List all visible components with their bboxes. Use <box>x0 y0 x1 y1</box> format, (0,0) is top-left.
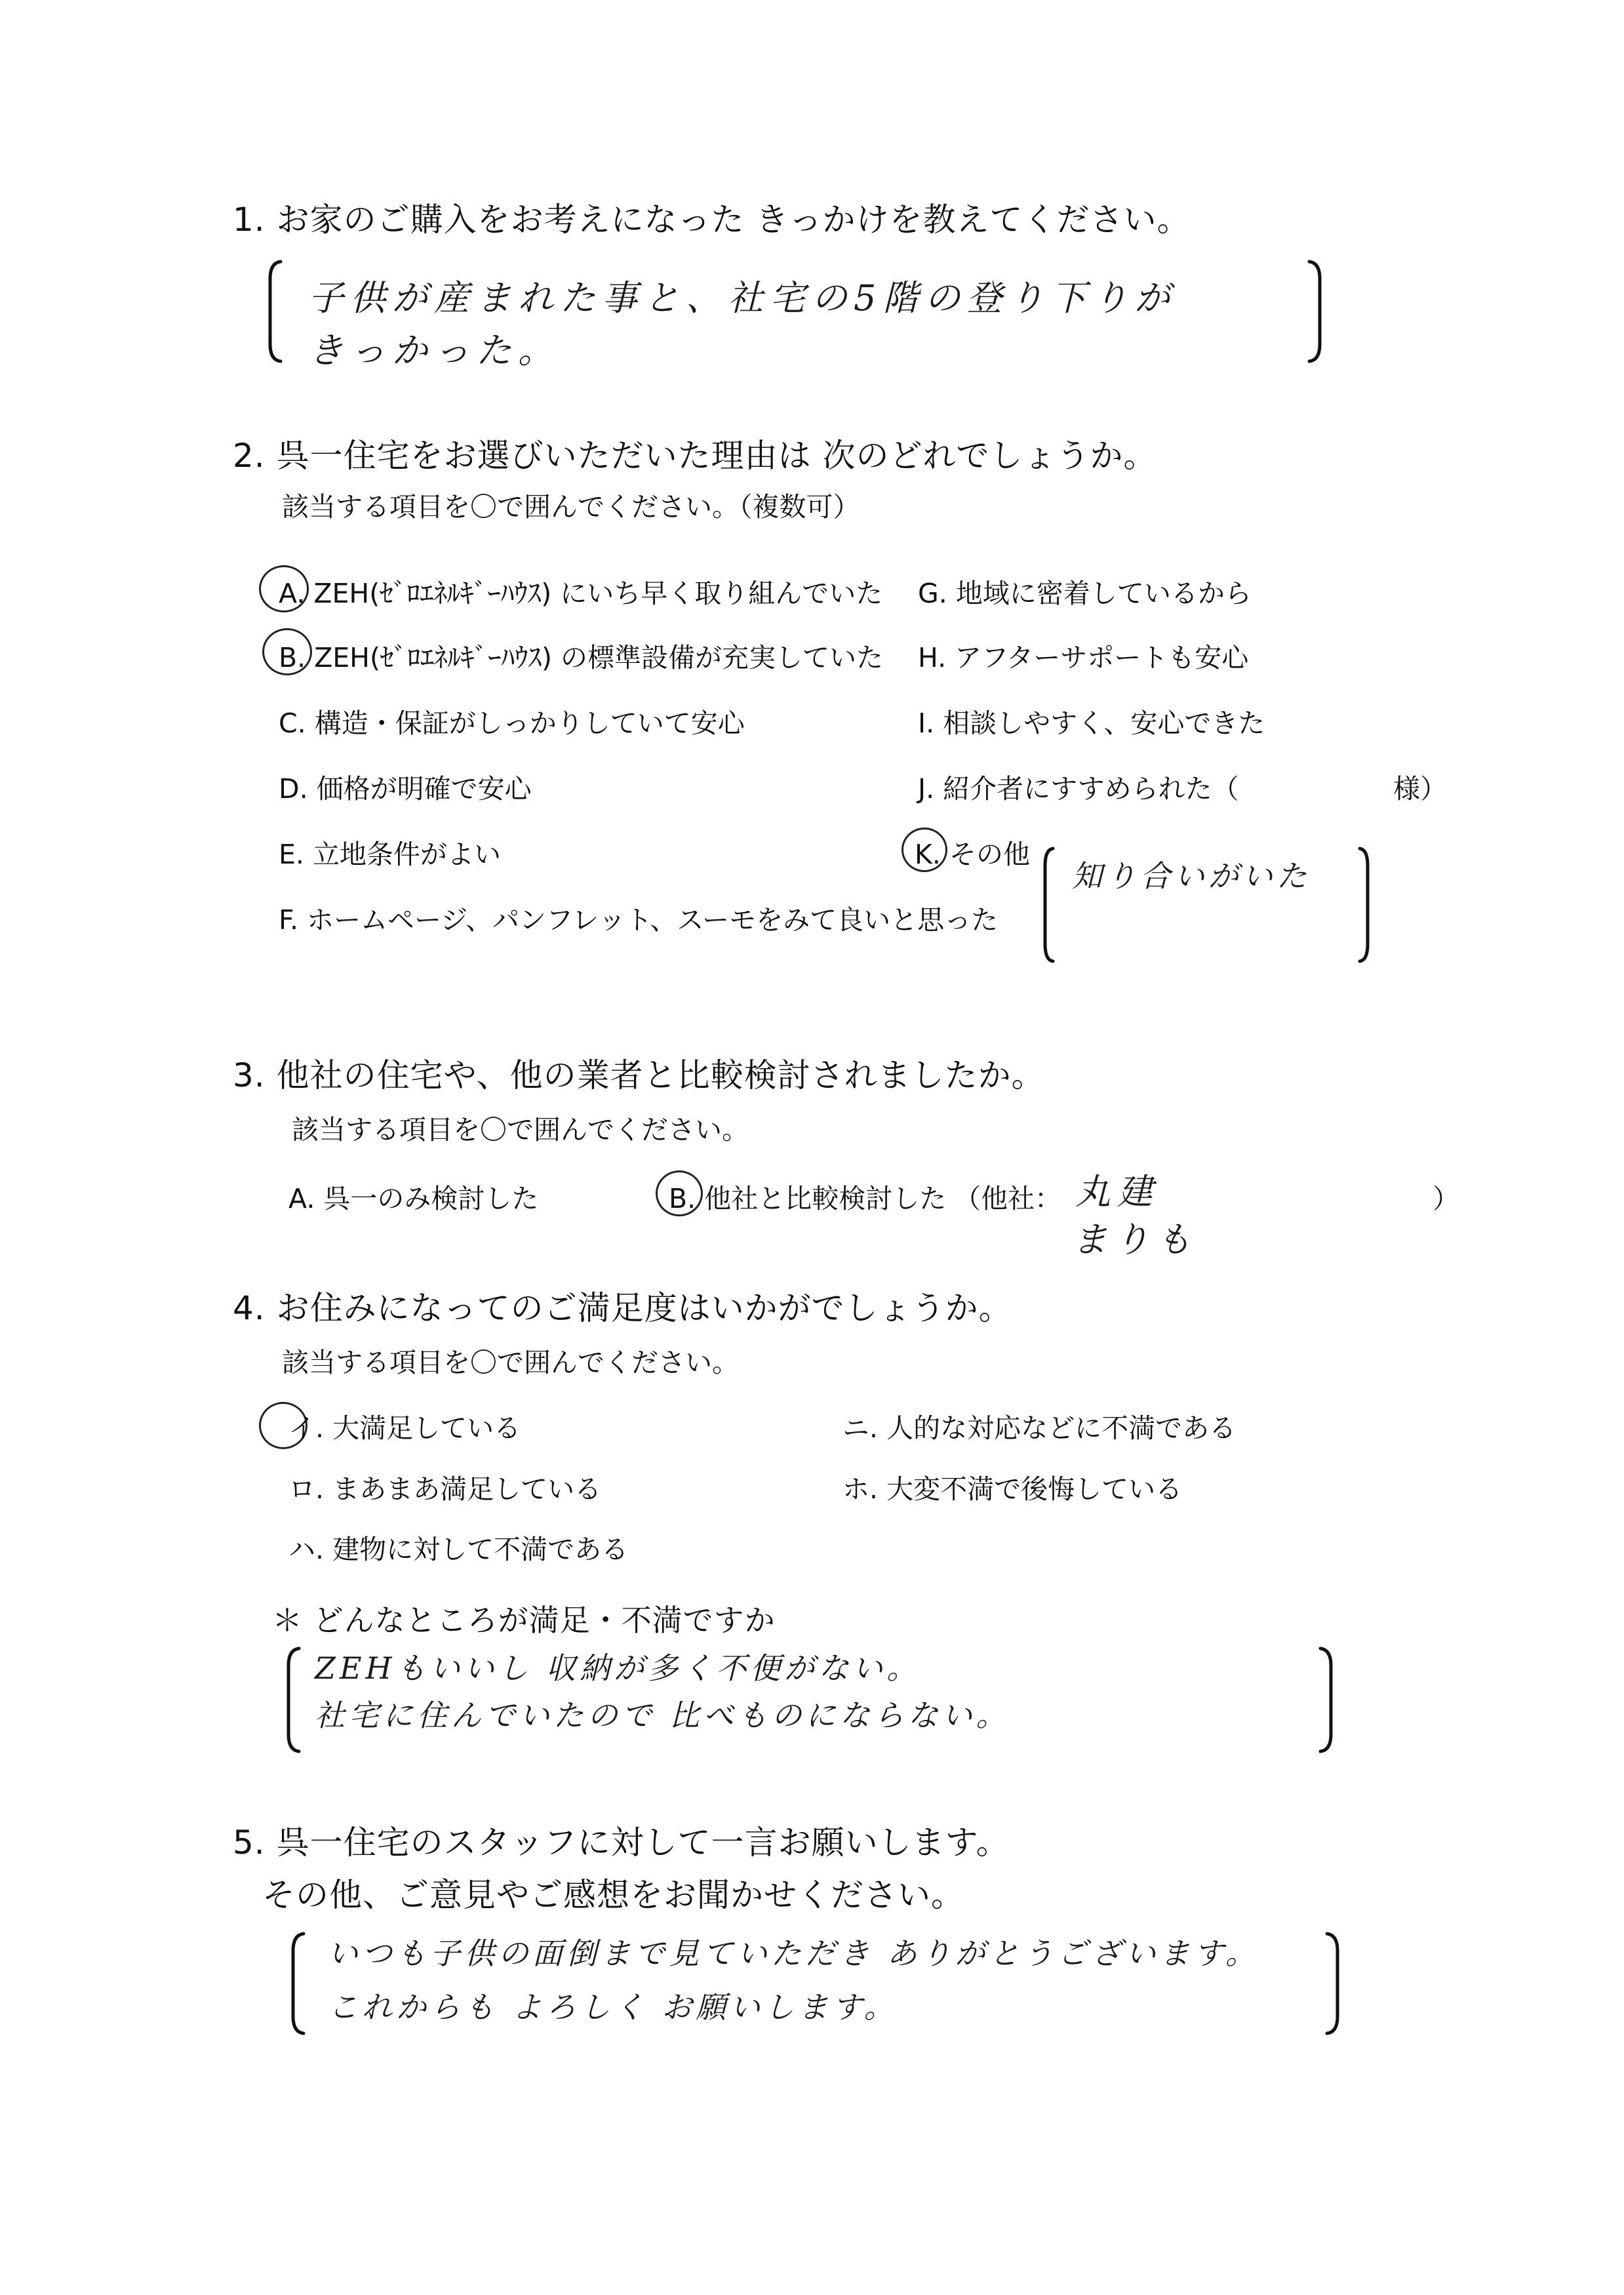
q3-other-answer-line2: まりも <box>1072 1219 1198 1260</box>
q2-option-h: H. アフターサポートも安心 <box>918 642 1249 673</box>
q5-answer-line1: いつも子供の面倒まで見ていただき ありがとうございます。 <box>328 1936 1259 1971</box>
q4-subtitle: 該当する項目を〇で囲んでください。 <box>282 1347 739 1378</box>
q1-bracket-right <box>1308 259 1321 364</box>
q4-option-ro: ロ. まあまあ満足している <box>288 1473 602 1505</box>
q2-other-answer: 知り合いがいた <box>1072 858 1311 894</box>
q4-detail-line1: ZEHもいいし 収納が多く不便がない。 <box>315 1650 921 1686</box>
q5-answer-line2: これからも よろしく お願いします。 <box>328 1989 898 2025</box>
q4-option-i: イ. 大満足している <box>288 1412 521 1444</box>
q2-option-a: A. ZEH(ｾﾞﾛｴﾈﾙｷﾞｰﾊｳｽ) にいち早く取り組んでいた <box>279 578 883 609</box>
q3-option-b: B. 他社と比較検討した <box>669 1183 947 1214</box>
q5-bracket-left <box>292 1931 305 2036</box>
q1-bracket-left <box>269 259 282 364</box>
q2-option-d: D. 価格が明確で安心 <box>279 773 532 805</box>
q2-other-bracket-left <box>1042 846 1056 964</box>
q1-title: 1. お家のご購入をお考えになった きっかけを教えてください。 <box>233 201 1191 239</box>
q2-option-c: C. 構造・保証がしっかりしていて安心 <box>279 708 745 739</box>
q5-title-line2: その他、ご意見やご感想をお聞かせください。 <box>262 1876 964 1914</box>
q5-bracket-right <box>1326 1931 1339 2036</box>
q2-subtitle: 該当する項目を〇で囲んでください。（複数可） <box>282 491 860 523</box>
q4-detail-line2: 社宅に住んでいたので 比べものにならない。 <box>315 1698 1010 1733</box>
q4-detail-prompt: ＊ どんなところが満足・不満ですか <box>272 1603 776 1638</box>
q3-subtitle: 該当する項目を〇で囲んでください。 <box>292 1114 749 1146</box>
q2-option-b: B. ZEH(ｾﾞﾛｴﾈﾙｷﾞｰﾊｳｽ) の標準設備が充実していた <box>279 642 884 673</box>
q3-option-a: A. 呉一のみ検討した <box>288 1183 539 1214</box>
q2-other-bracket-right <box>1357 846 1370 964</box>
q2-option-j: J. 紹介者にすすめられた（ <box>918 773 1239 805</box>
q3-other-label: （他社： <box>954 1183 1061 1214</box>
q1-answer-line2: きっかった。 <box>308 330 560 371</box>
q2-option-k: K. その他 <box>915 839 1030 870</box>
q2-option-g: G. 地域に密着しているから <box>918 578 1252 609</box>
q4-option-ho: ホ. 大変不満で後悔している <box>842 1473 1183 1505</box>
q3-other-answer-line1: 丸建 <box>1075 1171 1159 1212</box>
q4-option-ni: ニ. 人的な対応などに不満である <box>842 1412 1237 1444</box>
q3-title: 3. 他社の住宅や、他の業者と比較検討されましたか。 <box>233 1056 1045 1094</box>
q5-title-line1: 5. 呉一住宅のスタッフに対して一言お願いします。 <box>233 1824 1010 1862</box>
q3-other-close: ） <box>1433 1183 1459 1214</box>
q1-answer-line1: 子供が産まれた事と、社宅の5階の登り下りが <box>308 277 1177 319</box>
q4-detail-bracket-left <box>287 1646 300 1754</box>
q4-detail-bracket-right <box>1319 1646 1332 1754</box>
q2-title: 2. 呉一住宅をお選びいただいた理由は 次のどれでしょうか。 <box>233 437 1157 475</box>
q2-option-e: E. 立地条件がよい <box>279 839 501 870</box>
q2-option-i: I. 相談しやすく、安心できた <box>918 708 1265 739</box>
q4-title: 4. お住みになってのご満足度はいかがでしょうか。 <box>233 1289 1012 1327</box>
q4-option-ha: ハ. 建物に対して不満である <box>288 1534 629 1565</box>
q2-option-f: F. ホームページ、パンフレット、スーモをみて良いと思った <box>279 904 999 936</box>
q2-option-j-suffix: 様） <box>1393 773 1447 805</box>
